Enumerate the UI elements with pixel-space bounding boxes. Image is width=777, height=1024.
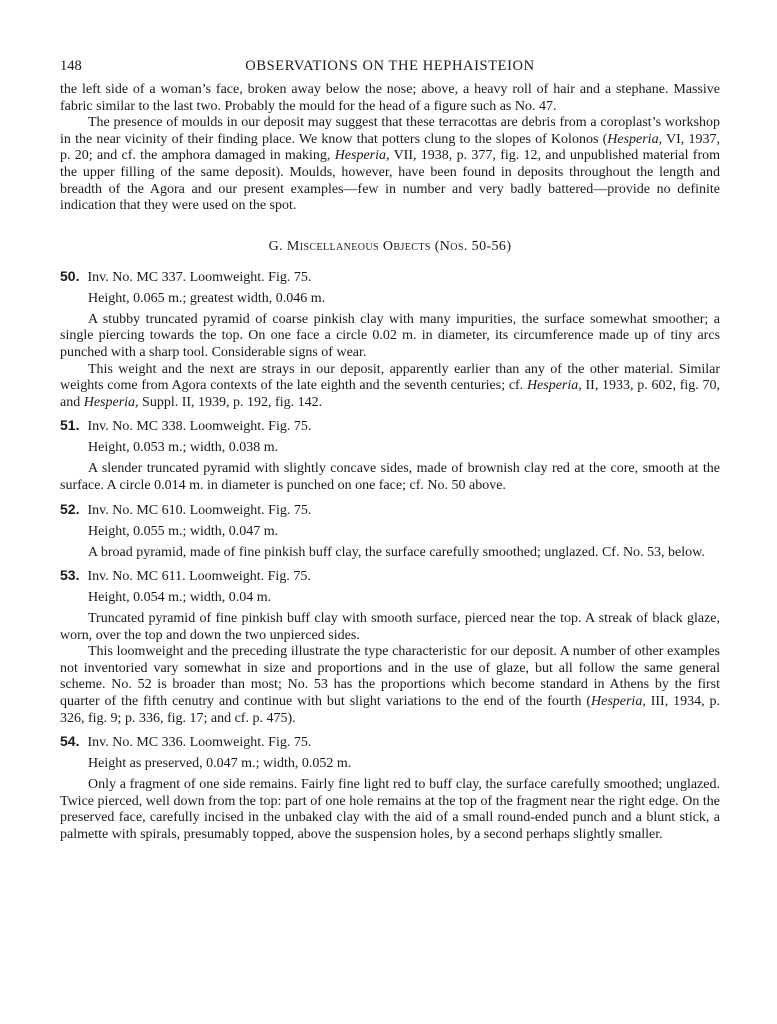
catalogue-entry-50 <box>60 267 720 412</box>
entry-heading: 53. Inv. No. MC 611. Loomweight. Fig. 75. <box>60 567 311 585</box>
entry-number: 50. <box>60 267 80 284</box>
entry-description: Truncated pyramid of fine pinkish buff clay with smooth surface, pierced near the top. A streak of black glaze, worn, over the top and down the two unpierced sides. <box>60 611 720 643</box>
catalogue-entry-52 <box>60 500 720 562</box>
entry-commentary: This weight and the next are strays in our deposit, apparently earlier than any of the other material. Similar weights come from Agora contexts of the late eighth and the seventh centuries; cf. Hesperia, II, 1933, p. 602, fig. 70, and Hesperia, Suppl. II, 1939, p. 192, fig. 142. <box>60 361 720 410</box>
entry-number: 52. <box>60 500 80 517</box>
entry-dimensions: Height, 0.055 m.; width, 0.047 m. <box>88 523 279 539</box>
entry-dimensions: Height, 0.053 m.; width, 0.038 m. <box>88 440 279 456</box>
entry-heading: 54. Inv. No. MC 336. Loomweight. Fig. 75. <box>60 733 312 751</box>
catalogue-entry-54 <box>60 732 720 843</box>
page-number: 148 <box>60 58 82 74</box>
entry-heading: 52. Inv. No. MC 610. Loomweight. Fig. 75. <box>60 500 312 518</box>
intro-paragraph: The presence of moulds in our deposit may suggest that these terracottas are debris from a coroplast’s workshop in the near vicinity of their finding place. We know that potters clung to the slopes of Kolonos (Hesperia, VI, 1937, p. 20; and cf. the amphora damaged in making, Hesperia, VII, 1938, p. 377, fig. 12, and unpublished material from the upper filling of the same deposit). Moulds, however, have been found in deposits throughout the length and breadth of the Agora and our present examples—few in number and very badly battered—provide no definite indication that they were used on the spot. <box>60 115 720 214</box>
entry-heading: 50. Inv. No. MC 337. Loomweight. Fig. 75. <box>60 267 312 285</box>
entry-description: A broad pyramid, made of fine pinkish buff clay, the surface carefully smoothed; unglazed. Cf. No. 53, below. <box>88 544 705 560</box>
entry-dimensions: Height, 0.065 m.; greatest width, 0.046 m. <box>88 290 326 306</box>
section-title: G. Miscellaneous Objects (Nos. 50-56) <box>268 238 512 254</box>
catalogue-entry-51 <box>60 416 720 494</box>
entry-description: A stubby truncated pyramid of coarse pinkish clay with many impurities, the surface somewhat smoother; a single piercing towards the top. On one face a circle 0.02 m. in diameter, its circumference made up of tiny arcs punched with a sharp tool. Considerable signs of wear. <box>60 311 720 360</box>
page-header <box>60 58 720 82</box>
document-page <box>60 58 720 844</box>
catalogue-entry-53 <box>60 566 720 727</box>
entry-commentary: This loomweight and the preceding illustrate the type characteristic for our deposit. A number of other examples not inventoried vary somewhat in size and proportions and in the use of glaze, but all follow the same general scheme. No. 52 is broader than most; No. 53 has the proportions which become standard in Athens by the first quarter of the fifth cenutry and continue with but slight variations to the end of the fourth (Hesperia, III, 1934, p. 326, fig. 9; p. 336, fig. 17; and cf. p. 475). <box>60 644 720 726</box>
entry-description: Only a fragment of one side remains. Fairly fine light red to buff clay, the surface carefully smoothed; unglazed. Twice pierced, well down from the top: part of one hole remains at the top of the fragment near the right edge. On the preserved face, carefully incised in the unbaked clay with the aid of a small round-ended punch and a blunt stick, a palmette with spirals, presumably topped, above the suspension holes, by a second perhaps slightly smaller. <box>60 777 720 843</box>
entry-number: 51. <box>60 417 80 434</box>
entry-description: A slender truncated pyramid with slightly concave sides, made of brownish clay red at the core, smooth at the surface. A circle 0.014 m. in diameter is punched on one face; cf. No. 50 above. <box>60 461 720 493</box>
entry-number: 53. <box>60 567 80 584</box>
entry-heading: 51. Inv. No. MC 338. Loomweight. Fig. 75. <box>60 417 312 435</box>
entry-number: 54. <box>60 733 80 750</box>
entry-dimensions: Height, 0.054 m.; width, 0.04 m. <box>88 590 272 606</box>
intro-continuation: the left side of a woman’s face, broken away below the nose; above, a heavy roll of hair and a stephane. Massive fabric similar to the last two. Probably the mould for the head of a figure such as No. 47. <box>60 82 720 114</box>
entry-dimensions: Height as preserved, 0.047 m.; width, 0.052 m. <box>88 756 352 772</box>
running-title: OBSERVATIONS ON THE HEPHAISTEION <box>245 58 535 74</box>
